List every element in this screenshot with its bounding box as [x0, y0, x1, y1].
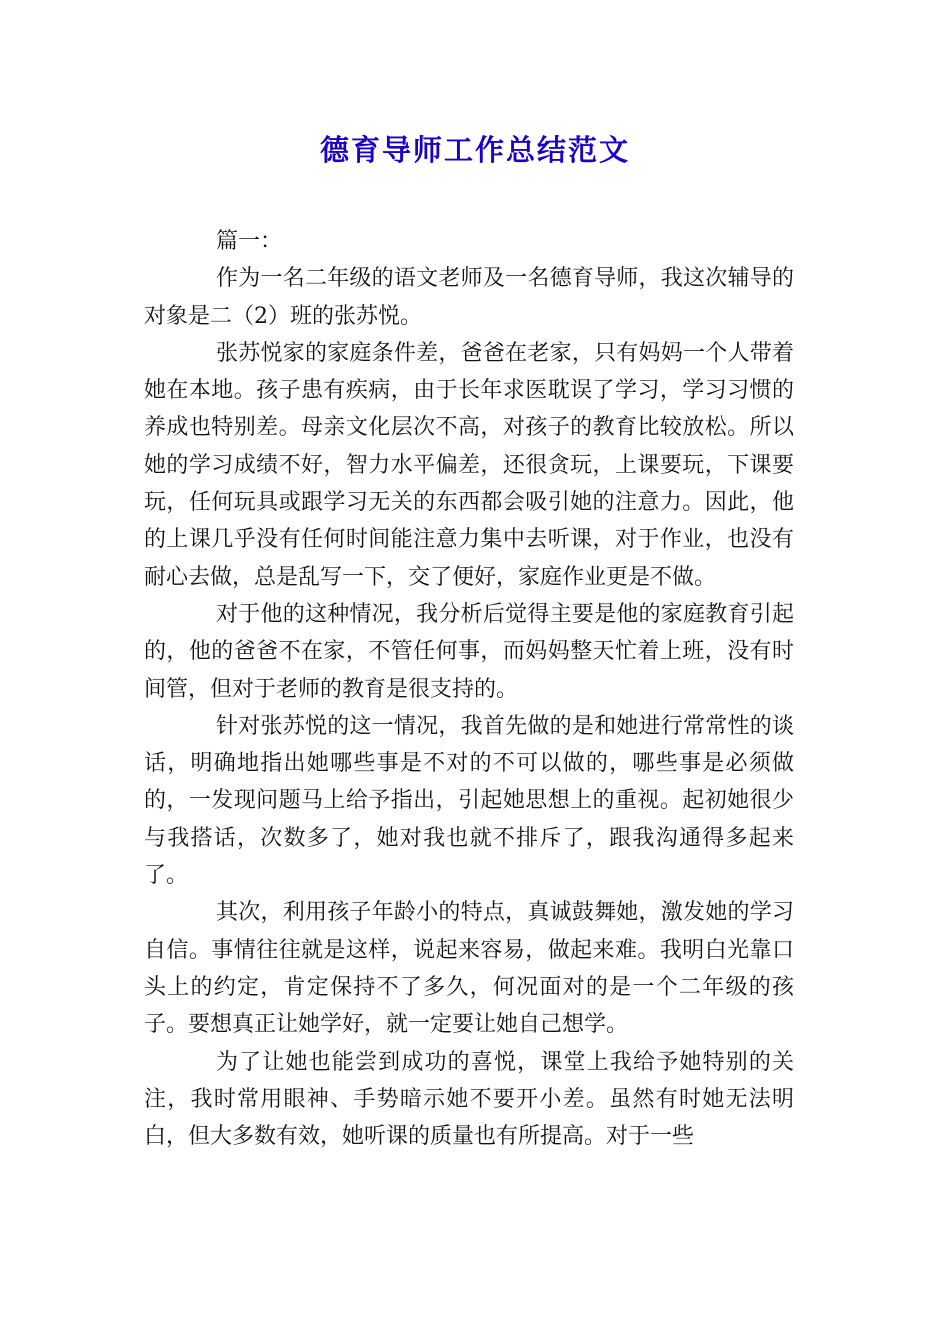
- paragraph: 针对张苏悦的这一情况，我首先做的是和她进行常常性的谈话，明确地指出她哪些事是不对的不可以做的，哪些事是必须做的，一发现问题马上给予指出，引起她思想上的重视。起初她很少与我搭话，次数多了，她对我也就不排斥了，跟我沟通得多起来了。: [144, 713, 794, 889]
- paragraph: 张苏悦家的家庭条件差，爸爸在老家，只有妈妈一个人带着她在本地。孩子患有疾病，由于长年求医耽误了学习，学习习惯的养成也特别差。母亲文化层次不高，对孩子的教育比较放松。所以她的学习成绩不好，智力水平偏差，还很贪玩，上课要玩，下课要玩，任何玩具或跟学习无关的东西都会吸引她的注意力。因此，他的上课几乎没有任何时间能注意力集中去听课，对于作业，也没有耐心去做，总是乱写一下，交了便好，家庭作业更是不做。: [144, 340, 794, 590]
- paragraph: 作为一名二年级的语文老师及一名德育导师，我这次辅导的对象是二（2）班的张苏悦。: [144, 266, 794, 329]
- paragraph-heading: 篇一：: [216, 229, 283, 254]
- paragraph: 其次，利用孩子年龄小的特点，真诚鼓舞她，激发她的学习自信。事情往往就是这样，说起来容易，做起来难。我明白光靠口头上的约定，肯定保持不了多久，何况面对的是一个二年级的孩子。要想真正让她学好，就一定要让她自己想学。: [144, 900, 794, 1038]
- paragraph: 对于他的这种情况，我分析后觉得主要是他的家庭教育引起的，他的爸爸不在家，不管任何事，而妈妈整天忙着上班，没有时间管，但对于老师的教育是很支持的。: [144, 601, 794, 702]
- document-title: 德育导师工作总结范文: [319, 133, 630, 167]
- paragraph: 为了让她也能尝到成功的喜悦，课堂上我给予她特别的关注，我时常用眼神、手势暗示她不要开小差。虽然有时她无法明白，但大多数有效，她听课的质量也有所提高。对于一些: [144, 1049, 794, 1150]
- document-body: [144, 223, 794, 1155]
